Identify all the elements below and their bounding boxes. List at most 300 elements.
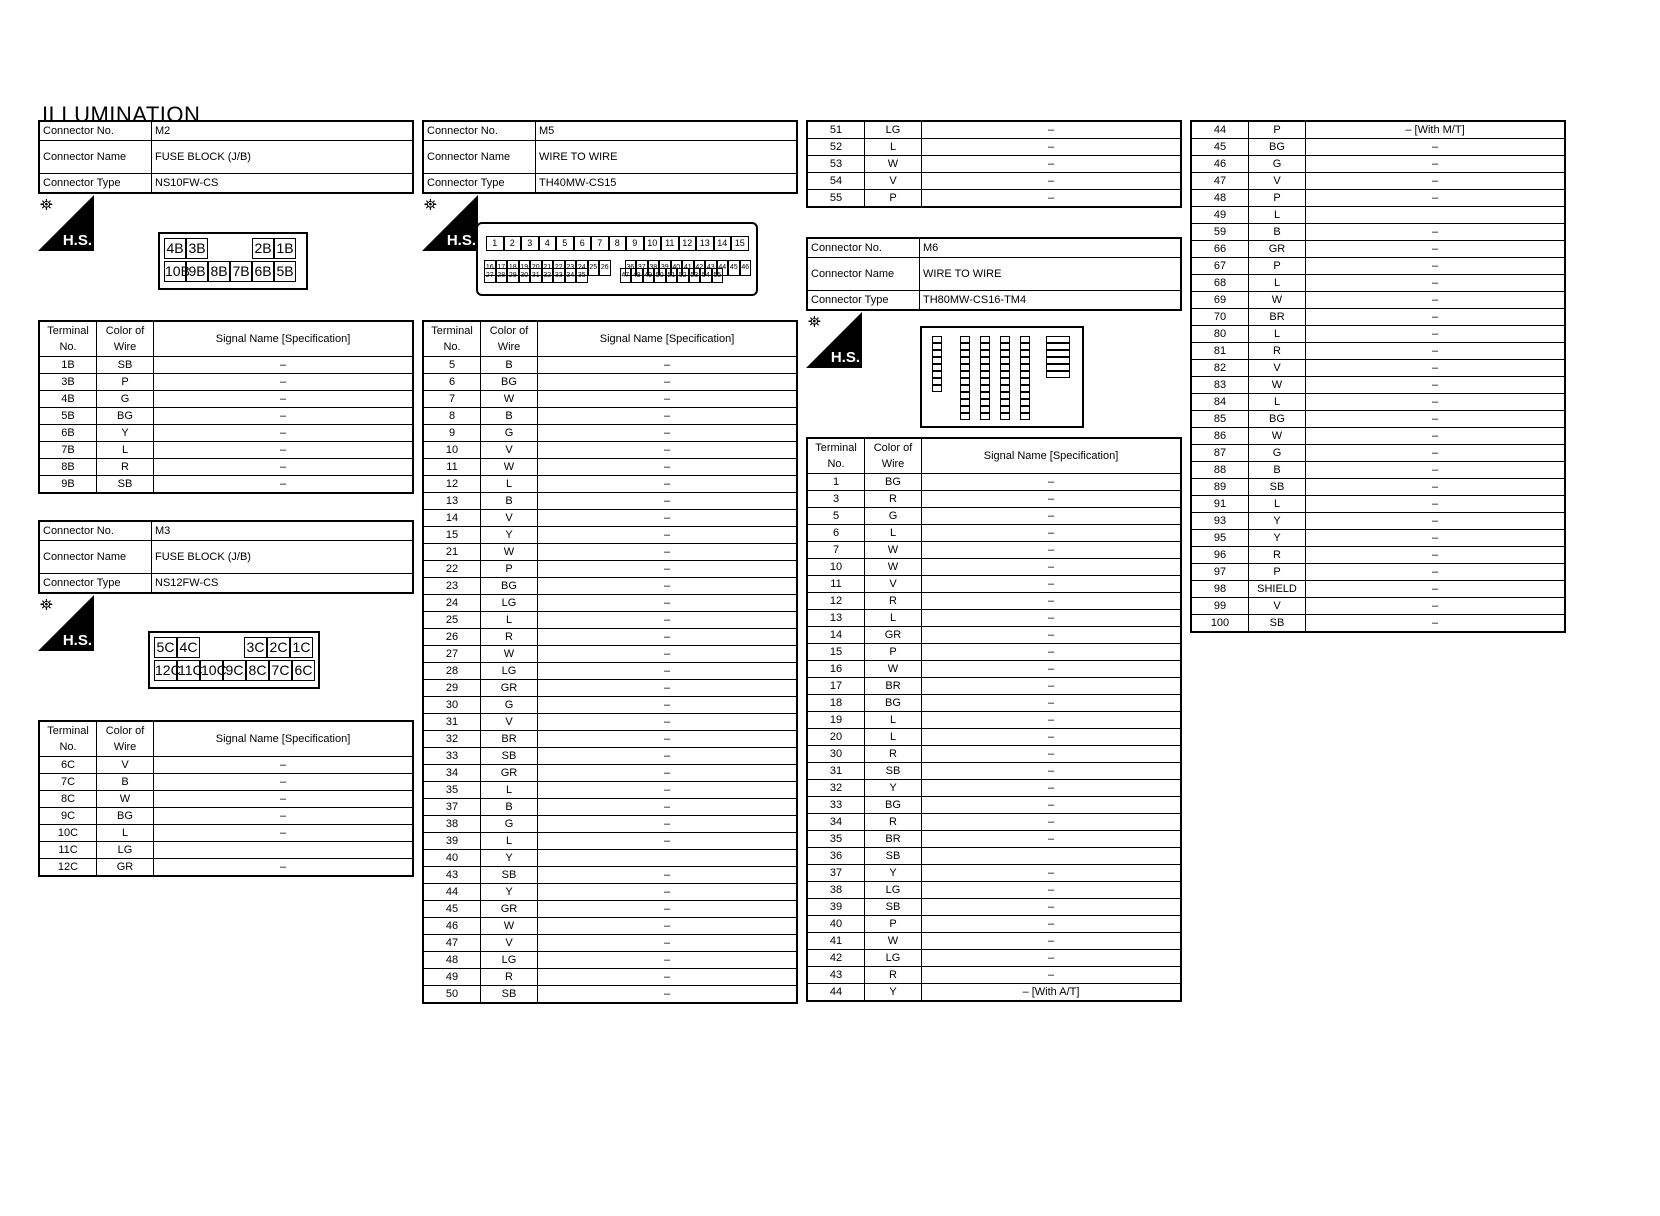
signal-name-cell: – — [922, 139, 1182, 156]
table-row — [1191, 428, 1565, 445]
table-row — [423, 357, 797, 374]
terminal-no-cell: 9 — [423, 425, 481, 442]
connector-pin: 11 — [661, 236, 679, 251]
connector-no-label: Connector No. — [807, 238, 920, 258]
terminal-no-cell: 15 — [423, 527, 481, 544]
connector-pin: 4 — [539, 236, 557, 251]
harness-side-icon: ⛯ H.S. — [424, 197, 476, 249]
terminal-no-cell: 5 — [423, 357, 481, 374]
wire-color-cell: B — [481, 357, 538, 374]
wire-color-cell: G — [1249, 445, 1306, 462]
wire-color-cell: W — [481, 544, 538, 561]
terminal-no-cell: 87 — [1191, 445, 1249, 462]
table-row — [807, 899, 1181, 916]
connector-pin: 3B — [186, 238, 208, 259]
connector-pin: 1B — [274, 238, 296, 259]
signal-name-cell: – — [538, 578, 798, 595]
wire-color-cell: P — [97, 374, 154, 391]
connector-pin — [1046, 343, 1070, 350]
wire-color-cell: BG — [865, 797, 922, 814]
table-row — [39, 374, 413, 391]
harness-side-icon: ⛯ H.S. — [808, 314, 860, 366]
connector-pin — [1020, 399, 1030, 406]
connector-m5 — [422, 120, 798, 194]
table-row — [807, 916, 1181, 933]
wire-color-cell: Y — [481, 884, 538, 901]
wire-color-cell: P — [865, 190, 922, 208]
connector-no-value: M6 — [920, 238, 1182, 258]
terminal-no-cell: 24 — [423, 595, 481, 612]
signal-name-cell: – — [922, 474, 1182, 491]
wire-color-cell: R — [865, 593, 922, 610]
connector-pin: 52 — [677, 268, 689, 283]
connector-pin — [1000, 343, 1010, 350]
terminal-no-header: Terminal No. — [807, 438, 865, 474]
terminal-no-cell: 32 — [423, 731, 481, 748]
terminal-no-cell: 31 — [423, 714, 481, 731]
wire-color-cell: G — [481, 425, 538, 442]
table-row — [39, 808, 413, 825]
table-row — [1191, 615, 1565, 633]
wire-color-cell: V — [97, 757, 154, 774]
connector-name-label: Connector Name — [807, 258, 920, 291]
connector-pin — [1046, 371, 1070, 378]
connector-pin: 9C — [223, 660, 246, 681]
table-row — [807, 848, 1181, 865]
signal-name-cell: – — [1306, 190, 1566, 207]
terminal-no-cell: 43 — [423, 867, 481, 884]
signal-name-cell: – — [1306, 530, 1566, 547]
connector-pin — [1020, 336, 1030, 343]
connector-pin — [980, 406, 990, 413]
table-row — [39, 459, 413, 476]
table-row — [39, 391, 413, 408]
signal-name-cell: – — [538, 391, 798, 408]
signal-name-cell: – — [538, 612, 798, 629]
connector-pin — [960, 364, 970, 371]
signal-name-cell: – — [538, 782, 798, 799]
terminal-no-cell: 10 — [807, 559, 865, 576]
table-row — [1191, 598, 1565, 615]
connector-pin: 4C — [177, 637, 200, 658]
wire-color-cell: W — [1249, 292, 1306, 309]
connector-pin: 22 — [553, 260, 565, 276]
connector-type-value: TH80MW-CS16-TM4 — [920, 291, 1182, 311]
terminal-no-cell: 6 — [423, 374, 481, 391]
terminal-no-cell: 12 — [423, 476, 481, 493]
terminal-no-cell: 29 — [423, 680, 481, 697]
wire-color-cell: W — [1249, 428, 1306, 445]
signal-name-cell: – — [538, 493, 798, 510]
table-row — [807, 593, 1181, 610]
wire-color-cell: BG — [1249, 139, 1306, 156]
terminal-table-m6-continued — [1190, 120, 1566, 633]
signal-name-cell: – — [154, 774, 414, 791]
connector-pin: 7 — [591, 236, 609, 251]
table-row — [807, 882, 1181, 899]
connector-pin — [960, 378, 970, 385]
connector-pin — [932, 357, 942, 364]
wire-color-cell: BG — [481, 374, 538, 391]
signal-name-cell: – — [1306, 445, 1566, 462]
wire-color-cell: SHIELD — [1249, 581, 1306, 598]
connector-name-label: Connector Name — [39, 141, 152, 174]
table-header-row — [807, 438, 1181, 474]
terminal-no-cell: 1B — [39, 357, 97, 374]
wire-color-cell: BG — [865, 474, 922, 491]
connector-pin — [980, 336, 990, 343]
color-of-wire-header: Color of Wire — [865, 438, 922, 474]
table-row — [1191, 462, 1565, 479]
signal-name-cell: – — [538, 510, 798, 527]
terminal-no-cell: 13 — [807, 610, 865, 627]
signal-name-cell: – — [538, 799, 798, 816]
table-row — [423, 986, 797, 1004]
connector-pin: 45 — [728, 260, 740, 276]
wire-color-cell: GR — [481, 765, 538, 782]
connector-pin — [960, 399, 970, 406]
connector-pin: 26 — [599, 260, 611, 276]
signal-name-cell: – — [538, 935, 798, 952]
wire-color-cell: GR — [481, 680, 538, 697]
color-of-wire-header: Color of Wire — [481, 321, 538, 357]
signal-name-cell: – — [538, 476, 798, 493]
connector-pin: 39 — [659, 260, 671, 276]
connector-pin: 28 — [496, 268, 508, 283]
wire-color-cell: SB — [481, 867, 538, 884]
wire-color-cell: P — [481, 561, 538, 578]
terminal-no-cell: 7C — [39, 774, 97, 791]
table-row — [807, 627, 1181, 644]
wire-color-cell: SB — [865, 848, 922, 865]
signal-name-cell: – — [922, 593, 1182, 610]
wire-color-cell: G — [481, 697, 538, 714]
signal-name-cell: – — [922, 882, 1182, 899]
connector-pin — [1020, 385, 1030, 392]
wire-color-cell: R — [865, 814, 922, 831]
terminal-no-cell: 55 — [807, 190, 865, 208]
terminal-no-cell: 9C — [39, 808, 97, 825]
table-row — [1191, 411, 1565, 428]
signal-name-cell: – — [154, 408, 414, 425]
connector-pin: 41 — [682, 260, 694, 276]
table-row — [423, 833, 797, 850]
table-row — [423, 714, 797, 731]
connector-pin — [932, 385, 942, 392]
connector-pin: 27 — [484, 268, 496, 283]
signal-name-cell: – — [922, 661, 1182, 678]
terminal-no-cell: 91 — [1191, 496, 1249, 513]
terminal-no-cell: 52 — [807, 139, 865, 156]
connector-pin: 8B — [208, 261, 230, 282]
connector-pin — [932, 350, 942, 357]
terminal-no-cell: 68 — [1191, 275, 1249, 292]
wire-color-cell: Y — [865, 984, 922, 1002]
wire-color-cell: L — [1249, 394, 1306, 411]
signal-name-cell: – — [922, 916, 1182, 933]
signal-name-cell: – — [538, 901, 798, 918]
table-row — [807, 525, 1181, 542]
table-row — [423, 884, 797, 901]
wire-color-cell: LG — [865, 950, 922, 967]
harness-side-icon: ⛯ H.S. — [40, 197, 92, 249]
signal-name-cell: – — [538, 425, 798, 442]
signal-name-cell: – — [922, 173, 1182, 190]
terminal-no-cell: 23 — [423, 578, 481, 595]
table-row — [39, 859, 413, 877]
wire-color-cell: W — [865, 542, 922, 559]
table-row — [1191, 241, 1565, 258]
connector-pin — [960, 385, 970, 392]
connector-pin: 55 — [712, 268, 724, 283]
connector-no-value: M3 — [152, 521, 414, 541]
table-row — [807, 121, 1181, 139]
connector-pin — [932, 364, 942, 371]
signal-name-cell: – [With A/T] — [922, 984, 1182, 1002]
table-row — [807, 576, 1181, 593]
signal-name-cell — [154, 842, 414, 859]
connector-pin — [1046, 350, 1070, 357]
signal-name-cell: – — [922, 576, 1182, 593]
terminal-no-cell: 6C — [39, 757, 97, 774]
table-row — [423, 901, 797, 918]
signal-name-cell: – — [1306, 275, 1566, 292]
table-row — [1191, 343, 1565, 360]
signal-name-header: Signal Name [Specification] — [922, 438, 1182, 474]
terminal-no-cell: 3B — [39, 374, 97, 391]
terminal-no-cell: 39 — [807, 899, 865, 916]
table-row — [423, 425, 797, 442]
wire-color-cell: SB — [481, 748, 538, 765]
table-row — [807, 950, 1181, 967]
terminal-table-m5 — [422, 320, 798, 1004]
wire-color-cell: SB — [97, 357, 154, 374]
terminal-no-cell: 86 — [1191, 428, 1249, 445]
terminal-no-cell: 81 — [1191, 343, 1249, 360]
terminal-no-cell: 37 — [423, 799, 481, 816]
signal-name-header: Signal Name [Specification] — [154, 721, 414, 757]
table-row — [1191, 156, 1565, 173]
connector-m2 — [38, 120, 414, 194]
signal-name-cell: – — [1306, 513, 1566, 530]
connector-pin: 10 — [644, 236, 662, 251]
terminal-no-cell: 100 — [1191, 615, 1249, 633]
table-row — [807, 678, 1181, 695]
terminal-no-cell: 67 — [1191, 258, 1249, 275]
table-row — [423, 629, 797, 646]
terminal-no-cell: 7 — [423, 391, 481, 408]
connector-type-label: Connector Type — [39, 174, 152, 194]
connector-pin — [1000, 336, 1010, 343]
terminal-no-cell: 3 — [807, 491, 865, 508]
connector-pin: 34 — [565, 268, 577, 283]
terminal-no-cell: 34 — [807, 814, 865, 831]
table-row — [39, 476, 413, 494]
wire-color-cell: BR — [1249, 309, 1306, 326]
connector-pin — [980, 392, 990, 399]
connector-pin — [980, 399, 990, 406]
signal-name-cell: – — [1306, 598, 1566, 615]
table-row — [1191, 121, 1565, 139]
signal-name-cell: – — [1306, 377, 1566, 394]
connector-pin — [960, 392, 970, 399]
signal-name-cell: – — [1306, 326, 1566, 343]
signal-name-cell: – — [922, 525, 1182, 542]
table-row — [1191, 139, 1565, 156]
wire-color-cell: W — [481, 391, 538, 408]
connector-pin: 10C — [200, 660, 223, 681]
connector-pin — [1020, 357, 1030, 364]
wire-color-cell: W — [481, 459, 538, 476]
wire-color-cell: R — [481, 969, 538, 986]
connector-pin: 18 — [507, 260, 519, 276]
connector-pin — [1020, 406, 1030, 413]
connector-no-value: M5 — [536, 121, 798, 141]
table-row — [423, 918, 797, 935]
wire-color-cell: W — [865, 661, 922, 678]
wire-color-cell: Y — [97, 425, 154, 442]
table-row — [423, 561, 797, 578]
connector-type-label: Connector Type — [423, 174, 536, 194]
connector-pin — [960, 357, 970, 364]
wire-color-cell: Y — [1249, 513, 1306, 530]
wire-color-cell: R — [1249, 343, 1306, 360]
table-row — [423, 544, 797, 561]
connector-type-label: Connector Type — [39, 574, 152, 594]
terminal-no-cell: 11 — [807, 576, 865, 593]
terminal-no-cell: 35 — [423, 782, 481, 799]
terminal-no-cell: 15 — [807, 644, 865, 661]
connector-pin: 53 — [689, 268, 701, 283]
terminal-no-cell: 12C — [39, 859, 97, 877]
wire-color-cell: GR — [865, 627, 922, 644]
connector-m3-diagram — [148, 631, 320, 689]
signal-name-cell: – — [538, 867, 798, 884]
connector-pin — [1020, 413, 1030, 420]
wire-color-cell: G — [481, 816, 538, 833]
wire-color-cell: B — [481, 799, 538, 816]
terminal-no-cell: 70 — [1191, 309, 1249, 326]
connector-pin: 5 — [556, 236, 574, 251]
connector-pin: 25 — [588, 260, 600, 276]
connector-pin — [1000, 399, 1010, 406]
signal-name-cell: – — [538, 765, 798, 782]
terminal-no-cell: 34 — [423, 765, 481, 782]
table-row — [807, 865, 1181, 882]
connector-m2-diagram — [158, 232, 308, 290]
wire-color-cell: L — [481, 782, 538, 799]
signal-name-cell: – — [922, 729, 1182, 746]
signal-name-cell: – — [538, 527, 798, 544]
connector-pin: 10B — [164, 261, 186, 282]
terminal-no-cell: 38 — [807, 882, 865, 899]
connector-info-table — [422, 120, 798, 194]
wire-color-cell: V — [481, 935, 538, 952]
connector-no-value: M2 — [152, 121, 414, 141]
table-row — [807, 780, 1181, 797]
wire-color-cell: R — [481, 629, 538, 646]
connector-pin: 1 — [486, 236, 504, 251]
wire-color-cell: SB — [97, 476, 154, 494]
connector-type-label: Connector Type — [807, 291, 920, 311]
signal-name-cell: – — [922, 780, 1182, 797]
connector-pin: 37 — [636, 260, 648, 276]
signal-name-cell: – — [922, 712, 1182, 729]
wire-color-cell: BR — [481, 731, 538, 748]
connector-pin — [960, 350, 970, 357]
signal-name-cell: – — [1306, 615, 1566, 633]
terminal-no-cell: 44 — [423, 884, 481, 901]
signal-name-cell: – — [1306, 564, 1566, 581]
table-row — [807, 967, 1181, 984]
wire-color-cell: V — [481, 714, 538, 731]
terminal-no-cell: 5B — [39, 408, 97, 425]
table-row — [807, 491, 1181, 508]
signal-name-cell: – — [922, 491, 1182, 508]
wire-color-cell: SB — [481, 986, 538, 1004]
terminal-no-cell: 7 — [807, 542, 865, 559]
connector-pin: 14 — [714, 236, 732, 251]
signal-name-cell: – — [922, 627, 1182, 644]
connector-pin — [1000, 378, 1010, 385]
connector-pin — [980, 385, 990, 392]
table-row — [423, 731, 797, 748]
signal-name-cell: – — [538, 646, 798, 663]
signal-name-cell: – — [538, 544, 798, 561]
connector-pin — [1046, 336, 1070, 343]
wire-color-cell: Y — [865, 780, 922, 797]
signal-name-cell: – — [1306, 462, 1566, 479]
signal-name-cell: – — [538, 357, 798, 374]
terminal-no-cell: 25 — [423, 612, 481, 629]
terminal-no-cell: 4B — [39, 391, 97, 408]
table-row — [1191, 360, 1565, 377]
connector-pin — [1020, 364, 1030, 371]
table-row — [423, 476, 797, 493]
wire-color-cell: GR — [97, 859, 154, 877]
connector-pin: 5B — [274, 261, 296, 282]
signal-name-cell: – — [154, 476, 414, 494]
terminal-table — [38, 720, 414, 877]
terminal-no-cell: 82 — [1191, 360, 1249, 377]
terminal-no-cell: 53 — [807, 156, 865, 173]
wire-color-cell: G — [1249, 156, 1306, 173]
terminal-no-cell: 40 — [423, 850, 481, 867]
table-row — [423, 612, 797, 629]
signal-name-cell: – — [538, 816, 798, 833]
table-row — [423, 459, 797, 476]
wire-color-cell: LG — [481, 952, 538, 969]
wire-color-cell: SB — [865, 763, 922, 780]
terminal-no-cell: 85 — [1191, 411, 1249, 428]
connector-pin: 16 — [484, 260, 496, 276]
table-row — [423, 595, 797, 612]
table-row — [39, 825, 413, 842]
page-title: ILLUMINATION — [42, 102, 201, 127]
connector-name-value: WIRE TO WIRE — [920, 258, 1182, 291]
connector-pin: 42 — [694, 260, 706, 276]
signal-name-cell: – — [538, 442, 798, 459]
signal-name-cell: – — [1306, 139, 1566, 156]
connector-pin: 23 — [565, 260, 577, 276]
signal-name-cell: – — [154, 757, 414, 774]
table-row — [807, 984, 1181, 1002]
table-row — [807, 474, 1181, 491]
table-row — [39, 774, 413, 791]
terminal-no-cell: 20 — [807, 729, 865, 746]
wire-color-cell: SB — [865, 899, 922, 916]
connector-pin: 31 — [530, 268, 542, 283]
